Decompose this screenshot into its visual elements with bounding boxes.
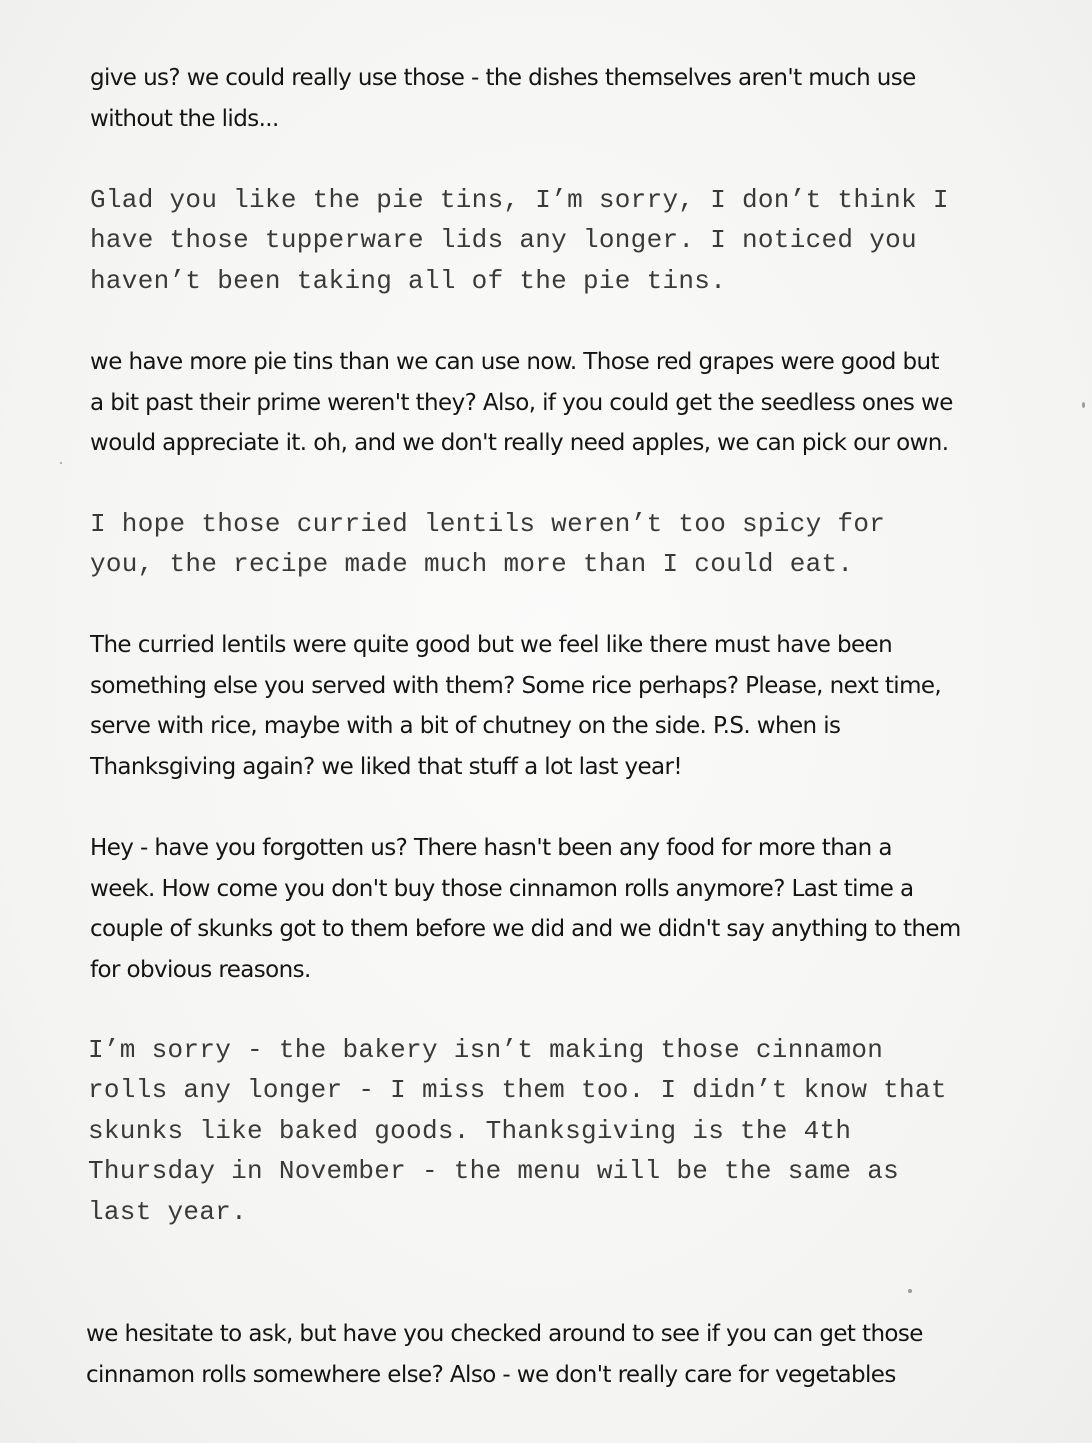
text-line: skunks like baked goods. Thanksgiving is the 4th bbox=[88, 1115, 852, 1146]
text-line: I hope those curried lentils weren’t too spicy for bbox=[90, 509, 886, 539]
text-line: haven’t been taking all of the pie tins. bbox=[90, 265, 727, 296]
text-line: have those tupperware lids any longer. I noticed you bbox=[90, 225, 917, 256]
scan-speck bbox=[1082, 402, 1085, 408]
handwritten-note-cinnamon-rolls bbox=[90, 828, 961, 990]
text-line: give us? we could really use those - the dishes themselves aren't much use bbox=[90, 65, 916, 91]
text-line: Thursday in November - the menu will be the same as bbox=[88, 1156, 900, 1187]
text-line: Glad you like the pie tins, I’m sorry, I don’t think I bbox=[90, 185, 949, 215]
typed-note-lentils bbox=[90, 504, 885, 585]
text-line: a bit past their prime weren't they? Also, if you could get the seedless ones we bbox=[90, 389, 953, 416]
handwritten-note-lids bbox=[90, 58, 916, 139]
text-line: rolls any longer - I miss them too. I didn’t know that bbox=[88, 1075, 947, 1106]
text-line: we have more pie tins than we can use now. Those red grapes were good but bbox=[90, 349, 939, 375]
text-line: for obvious reasons. bbox=[90, 956, 311, 983]
text-line: serve with rice, maybe with a bit of chutney on the side. P.S. when is bbox=[90, 713, 841, 739]
text-line: would appreciate it. oh, and we don't really need apples, we can pick our own. bbox=[90, 430, 949, 456]
text-line: week. How come you don't buy those cinnamon rolls anymore? Last time a bbox=[90, 875, 914, 902]
text-line: something else you served with them? Some rice perhaps? Please, next time, bbox=[90, 672, 942, 699]
text-line: couple of skunks got to them before we did and we didn't say anything to them bbox=[90, 916, 961, 942]
scan-speck bbox=[60, 462, 62, 464]
handwritten-note-rice bbox=[90, 625, 941, 787]
typed-note-pie-tins bbox=[90, 180, 949, 301]
text-line: The curried lentils were quite good but we feel like there must have been bbox=[90, 632, 893, 658]
text-line: Thanksgiving again? we liked that stuff a lot last year! bbox=[90, 753, 682, 780]
handwritten-note-vegetables bbox=[86, 1314, 923, 1395]
typed-note-bakery bbox=[88, 1030, 947, 1232]
text-line: without the lids... bbox=[90, 105, 279, 132]
text-line: Hey - have you forgotten us? There hasn't been any food for more than a bbox=[90, 835, 892, 861]
scan-speck bbox=[908, 1289, 912, 1293]
text-line: I’m sorry - the bakery isn’t making those cinnamon bbox=[88, 1035, 884, 1065]
text-line: we hesitate to ask, but have you checked around to see if you can get those bbox=[86, 1321, 923, 1347]
text-line: last year. bbox=[88, 1196, 248, 1227]
handwritten-note-grapes bbox=[90, 342, 953, 464]
text-line: cinnamon rolls somewhere else? Also - we don't really care for vegetables bbox=[86, 1361, 896, 1388]
text-line: you, the recipe made much more than I could eat. bbox=[90, 549, 854, 580]
